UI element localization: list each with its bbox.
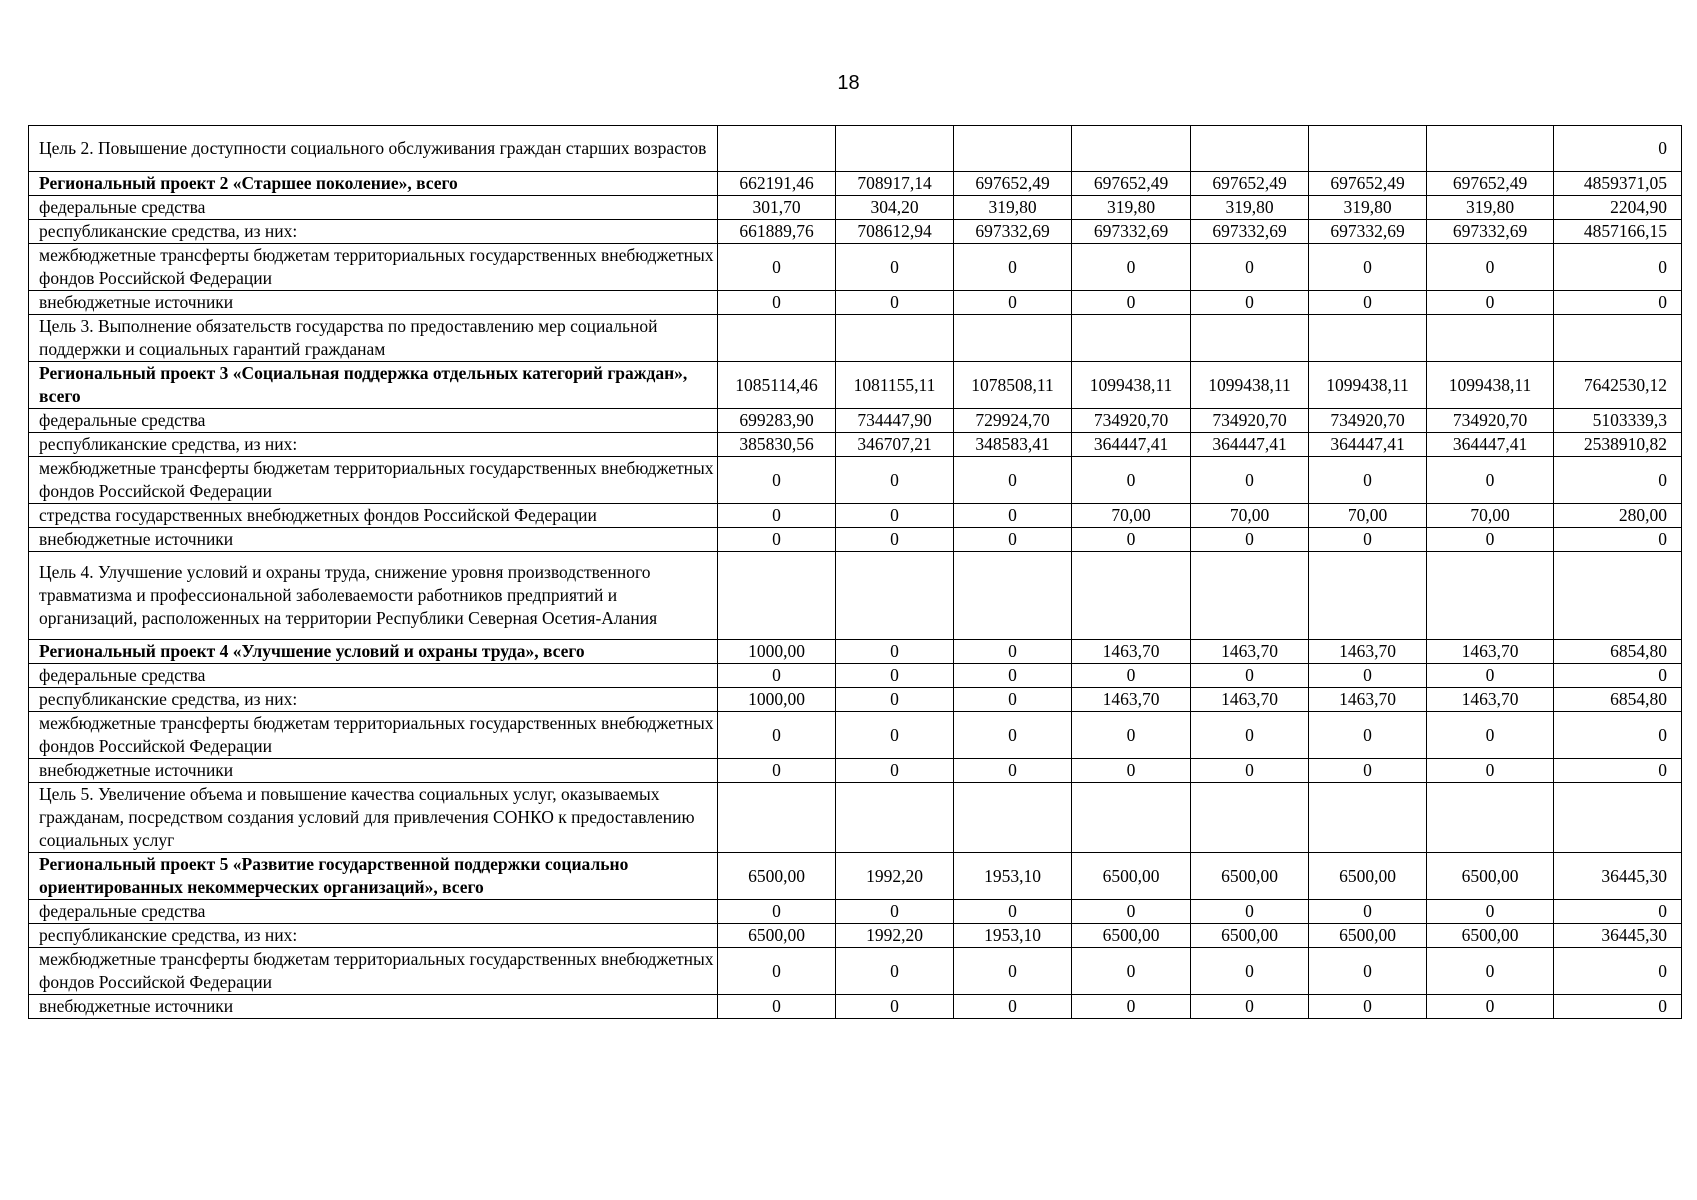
value-cell bbox=[1072, 126, 1191, 172]
table-row bbox=[29, 995, 1682, 1019]
total-cell: 6854,80 bbox=[1554, 688, 1682, 712]
value-cell bbox=[1309, 315, 1427, 362]
value-cell: 0 bbox=[836, 712, 954, 759]
value-cell: 0 bbox=[1072, 457, 1191, 504]
value-cell: 1992,20 bbox=[836, 924, 954, 948]
table-row bbox=[29, 433, 1682, 457]
value-cell: 0 bbox=[1427, 995, 1554, 1019]
value-cell: 0 bbox=[1427, 900, 1554, 924]
value-cell: 1463,70 bbox=[1191, 688, 1309, 712]
table-row bbox=[29, 196, 1682, 220]
value-cell: 0 bbox=[1309, 712, 1427, 759]
total-cell: 2538910,82 bbox=[1554, 433, 1682, 457]
project-total-row bbox=[29, 362, 1682, 409]
value-cell: 1463,70 bbox=[1309, 640, 1427, 664]
value-cell: 0 bbox=[836, 664, 954, 688]
value-cell: 0 bbox=[954, 291, 1072, 315]
value-cell: 0 bbox=[1309, 457, 1427, 504]
value-cell: 0 bbox=[1191, 948, 1309, 995]
row-label: Цель 2. Повышение доступности социального обслуживания граждан старших возрастов bbox=[29, 126, 718, 172]
value-cell: 0 bbox=[718, 948, 836, 995]
value-cell: 0 bbox=[1309, 759, 1427, 783]
value-cell: 708612,94 bbox=[836, 220, 954, 244]
goal-row bbox=[29, 552, 1682, 640]
value-cell: 734920,70 bbox=[1309, 409, 1427, 433]
value-cell: 662191,46 bbox=[718, 172, 836, 196]
value-cell: 697332,69 bbox=[1427, 220, 1554, 244]
value-cell: 0 bbox=[1191, 457, 1309, 504]
value-cell: 0 bbox=[1309, 664, 1427, 688]
total-cell: 0 bbox=[1554, 900, 1682, 924]
value-cell: 0 bbox=[836, 759, 954, 783]
value-cell: 6500,00 bbox=[718, 924, 836, 948]
value-cell: 0 bbox=[1427, 457, 1554, 504]
total-cell: 0 bbox=[1554, 457, 1682, 504]
value-cell: 729924,70 bbox=[954, 409, 1072, 433]
row-label: республиканские средства, из них: bbox=[29, 220, 718, 244]
value-cell: 0 bbox=[718, 291, 836, 315]
value-cell: 6500,00 bbox=[1309, 924, 1427, 948]
value-cell: 0 bbox=[836, 457, 954, 504]
value-cell: 0 bbox=[954, 528, 1072, 552]
value-cell: 0 bbox=[1191, 244, 1309, 291]
value-cell bbox=[1427, 126, 1554, 172]
row-label: федеральные средства bbox=[29, 409, 718, 433]
value-cell: 364447,41 bbox=[1191, 433, 1309, 457]
row-label: республиканские средства, из них: bbox=[29, 924, 718, 948]
value-cell: 0 bbox=[954, 457, 1072, 504]
value-cell bbox=[1309, 783, 1427, 853]
value-cell: 0 bbox=[718, 995, 836, 1019]
value-cell: 364447,41 bbox=[1309, 433, 1427, 457]
value-cell bbox=[1072, 783, 1191, 853]
value-cell: 697652,49 bbox=[1191, 172, 1309, 196]
value-cell: 0 bbox=[954, 712, 1072, 759]
value-cell: 0 bbox=[1427, 759, 1554, 783]
value-cell: 708917,14 bbox=[836, 172, 954, 196]
value-cell: 0 bbox=[1309, 900, 1427, 924]
row-label: Региональный проект 5 «Развитие государственной поддержки социально ориентированных некоммерческих организаций», всего bbox=[29, 853, 718, 900]
value-cell: 697332,69 bbox=[1072, 220, 1191, 244]
row-label: межбюджетные трансферты бюджетам территориальных государственных внебюджетных фондов Российской Федерации bbox=[29, 712, 718, 759]
value-cell bbox=[1191, 126, 1309, 172]
value-cell: 304,20 bbox=[836, 196, 954, 220]
value-cell bbox=[1072, 315, 1191, 362]
row-label: Цель 3. Выполнение обязательств государства по предоставлению мер социальной поддержки и социальных гарантий гражданам bbox=[29, 315, 718, 362]
table-row bbox=[29, 504, 1682, 528]
value-cell: 697652,49 bbox=[1427, 172, 1554, 196]
value-cell: 0 bbox=[1072, 528, 1191, 552]
value-cell: 0 bbox=[718, 759, 836, 783]
value-cell bbox=[718, 783, 836, 853]
value-cell bbox=[1191, 315, 1309, 362]
value-cell: 319,80 bbox=[1309, 196, 1427, 220]
value-cell: 1000,00 bbox=[718, 688, 836, 712]
value-cell: 6500,00 bbox=[718, 853, 836, 900]
row-label: стредства государственных внебюджетных фондов Российской Федерации bbox=[29, 504, 718, 528]
value-cell bbox=[1309, 126, 1427, 172]
total-cell: 2204,90 bbox=[1554, 196, 1682, 220]
value-cell: 1463,70 bbox=[1072, 688, 1191, 712]
value-cell: 1953,10 bbox=[954, 924, 1072, 948]
value-cell: 0 bbox=[1309, 948, 1427, 995]
value-cell: 1992,20 bbox=[836, 853, 954, 900]
row-label: федеральные средства bbox=[29, 900, 718, 924]
value-cell: 0 bbox=[718, 712, 836, 759]
row-label: межбюджетные трансферты бюджетам территориальных государственных внебюджетных фондов Российской Федерации bbox=[29, 948, 718, 995]
value-cell: 364447,41 bbox=[1427, 433, 1554, 457]
value-cell: 1000,00 bbox=[718, 640, 836, 664]
row-label: Цель 5. Увеличение объема и повышение качества социальных услуг, оказываемых гражданам, посредством создания условий для привлечения СОНКО к предоставлению социальных услуг bbox=[29, 783, 718, 853]
goal-row bbox=[29, 126, 1682, 172]
row-label: федеральные средства bbox=[29, 664, 718, 688]
value-cell: 70,00 bbox=[1427, 504, 1554, 528]
value-cell bbox=[1427, 315, 1554, 362]
value-cell: 0 bbox=[1191, 664, 1309, 688]
value-cell: 0 bbox=[1427, 664, 1554, 688]
value-cell: 70,00 bbox=[1309, 504, 1427, 528]
value-cell: 734447,90 bbox=[836, 409, 954, 433]
value-cell: 0 bbox=[836, 900, 954, 924]
value-cell bbox=[954, 783, 1072, 853]
value-cell: 319,80 bbox=[1072, 196, 1191, 220]
value-cell: 0 bbox=[954, 759, 1072, 783]
table-row bbox=[29, 924, 1682, 948]
total-cell: 0 bbox=[1554, 948, 1682, 995]
value-cell: 734920,70 bbox=[1191, 409, 1309, 433]
value-cell: 697332,69 bbox=[954, 220, 1072, 244]
value-cell: 0 bbox=[1191, 528, 1309, 552]
value-cell bbox=[954, 552, 1072, 640]
value-cell: 0 bbox=[1191, 712, 1309, 759]
total-cell: 280,00 bbox=[1554, 504, 1682, 528]
total-cell: 0 bbox=[1554, 712, 1682, 759]
value-cell bbox=[1191, 783, 1309, 853]
row-label: внебюджетные источники bbox=[29, 528, 718, 552]
row-label: республиканские средства, из них: bbox=[29, 433, 718, 457]
goal-row bbox=[29, 315, 1682, 362]
value-cell: 699283,90 bbox=[718, 409, 836, 433]
value-cell: 1463,70 bbox=[1072, 640, 1191, 664]
value-cell: 1099438,11 bbox=[1191, 362, 1309, 409]
table-row bbox=[29, 759, 1682, 783]
row-label: внебюджетные источники bbox=[29, 291, 718, 315]
project-total-row bbox=[29, 853, 1682, 900]
value-cell: 364447,41 bbox=[1072, 433, 1191, 457]
value-cell: 0 bbox=[1191, 900, 1309, 924]
value-cell: 0 bbox=[1072, 244, 1191, 291]
table-row bbox=[29, 409, 1682, 433]
value-cell bbox=[1072, 552, 1191, 640]
value-cell: 0 bbox=[1191, 995, 1309, 1019]
value-cell: 70,00 bbox=[1072, 504, 1191, 528]
table-row bbox=[29, 528, 1682, 552]
value-cell: 0 bbox=[1427, 244, 1554, 291]
value-cell bbox=[836, 315, 954, 362]
value-cell: 0 bbox=[954, 995, 1072, 1019]
total-cell: 0 bbox=[1554, 244, 1682, 291]
table-row bbox=[29, 712, 1682, 759]
value-cell: 0 bbox=[954, 664, 1072, 688]
total-cell: 0 bbox=[1554, 528, 1682, 552]
value-cell bbox=[836, 783, 954, 853]
value-cell: 0 bbox=[1427, 291, 1554, 315]
value-cell: 6500,00 bbox=[1191, 924, 1309, 948]
value-cell: 0 bbox=[836, 995, 954, 1019]
value-cell bbox=[718, 315, 836, 362]
value-cell: 385830,56 bbox=[718, 433, 836, 457]
value-cell: 1953,10 bbox=[954, 853, 1072, 900]
value-cell: 0 bbox=[1427, 948, 1554, 995]
project-total-row bbox=[29, 172, 1682, 196]
value-cell: 0 bbox=[1427, 528, 1554, 552]
value-cell: 0 bbox=[718, 504, 836, 528]
value-cell: 6500,00 bbox=[1072, 853, 1191, 900]
value-cell bbox=[718, 552, 836, 640]
value-cell: 0 bbox=[836, 244, 954, 291]
value-cell: 6500,00 bbox=[1427, 924, 1554, 948]
value-cell: 301,70 bbox=[718, 196, 836, 220]
value-cell: 1099438,11 bbox=[1072, 362, 1191, 409]
value-cell: 734920,70 bbox=[1427, 409, 1554, 433]
value-cell: 0 bbox=[1309, 244, 1427, 291]
value-cell: 1081155,11 bbox=[836, 362, 954, 409]
value-cell: 6500,00 bbox=[1072, 924, 1191, 948]
table-row bbox=[29, 900, 1682, 924]
value-cell: 348583,41 bbox=[954, 433, 1072, 457]
total-cell: 0 bbox=[1554, 995, 1682, 1019]
total-cell: 6854,80 bbox=[1554, 640, 1682, 664]
value-cell: 346707,21 bbox=[836, 433, 954, 457]
value-cell: 319,80 bbox=[1191, 196, 1309, 220]
value-cell: 0 bbox=[1191, 291, 1309, 315]
project-total-row bbox=[29, 640, 1682, 664]
row-label: межбюджетные трансферты бюджетам территориальных государственных внебюджетных фондов Российской Федерации bbox=[29, 244, 718, 291]
value-cell: 1463,70 bbox=[1309, 688, 1427, 712]
value-cell bbox=[1427, 783, 1554, 853]
total-cell: 4857166,15 bbox=[1554, 220, 1682, 244]
value-cell bbox=[1427, 552, 1554, 640]
value-cell: 0 bbox=[836, 291, 954, 315]
budget-table bbox=[28, 125, 1682, 1019]
total-cell bbox=[1554, 315, 1682, 362]
row-label: республиканские средства, из них: bbox=[29, 688, 718, 712]
value-cell bbox=[718, 126, 836, 172]
row-label: внебюджетные источники bbox=[29, 995, 718, 1019]
total-cell bbox=[1554, 552, 1682, 640]
row-label: Цель 4. Улучшение условий и охраны труда, снижение уровня производственного травматизма и профессиональной заболеваемости работников предприятий и организаций, расположенных на территории Республики Северная Осетия-Алания bbox=[29, 552, 718, 640]
value-cell: 0 bbox=[1072, 900, 1191, 924]
value-cell: 0 bbox=[1072, 664, 1191, 688]
value-cell: 1463,70 bbox=[1427, 640, 1554, 664]
value-cell bbox=[954, 315, 1072, 362]
value-cell: 0 bbox=[836, 688, 954, 712]
total-cell bbox=[1554, 783, 1682, 853]
value-cell: 0 bbox=[1072, 759, 1191, 783]
value-cell: 0 bbox=[718, 244, 836, 291]
row-label: Региональный проект 3 «Социальная поддержка отдельных категорий граждан», всего bbox=[29, 362, 718, 409]
value-cell: 0 bbox=[1072, 712, 1191, 759]
total-cell: 4859371,05 bbox=[1554, 172, 1682, 196]
value-cell: 0 bbox=[1309, 528, 1427, 552]
value-cell: 697652,49 bbox=[954, 172, 1072, 196]
value-cell: 6500,00 bbox=[1427, 853, 1554, 900]
value-cell: 697332,69 bbox=[1191, 220, 1309, 244]
value-cell: 0 bbox=[954, 244, 1072, 291]
table-row bbox=[29, 244, 1682, 291]
value-cell: 0 bbox=[836, 640, 954, 664]
value-cell: 697652,49 bbox=[1072, 172, 1191, 196]
value-cell: 1099438,11 bbox=[1427, 362, 1554, 409]
row-label: Региональный проект 4 «Улучшение условий и охраны труда», всего bbox=[29, 640, 718, 664]
value-cell: 0 bbox=[718, 457, 836, 504]
goal-row bbox=[29, 783, 1682, 853]
value-cell: 0 bbox=[1072, 948, 1191, 995]
table-row bbox=[29, 220, 1682, 244]
value-cell: 0 bbox=[836, 948, 954, 995]
table-row bbox=[29, 688, 1682, 712]
row-label: внебюджетные источники bbox=[29, 759, 718, 783]
value-cell: 0 bbox=[836, 528, 954, 552]
value-cell: 0 bbox=[954, 640, 1072, 664]
value-cell: 0 bbox=[718, 528, 836, 552]
value-cell: 0 bbox=[954, 504, 1072, 528]
value-cell: 0 bbox=[718, 900, 836, 924]
table-row bbox=[29, 457, 1682, 504]
value-cell bbox=[1191, 552, 1309, 640]
total-cell: 0 bbox=[1554, 126, 1682, 172]
value-cell: 734920,70 bbox=[1072, 409, 1191, 433]
value-cell bbox=[954, 126, 1072, 172]
total-cell: 36445,30 bbox=[1554, 853, 1682, 900]
value-cell: 0 bbox=[1191, 759, 1309, 783]
value-cell: 319,80 bbox=[1427, 196, 1554, 220]
value-cell: 0 bbox=[1072, 291, 1191, 315]
total-cell: 36445,30 bbox=[1554, 924, 1682, 948]
value-cell bbox=[836, 552, 954, 640]
value-cell bbox=[1309, 552, 1427, 640]
table-row bbox=[29, 291, 1682, 315]
total-cell: 0 bbox=[1554, 664, 1682, 688]
value-cell: 0 bbox=[1072, 995, 1191, 1019]
page-number: 18 bbox=[837, 72, 860, 94]
value-cell: 0 bbox=[718, 664, 836, 688]
total-cell: 7642530,12 bbox=[1554, 362, 1682, 409]
value-cell: 1078508,11 bbox=[954, 362, 1072, 409]
row-label: Региональный проект 2 «Старшее поколение», всего bbox=[29, 172, 718, 196]
value-cell: 661889,76 bbox=[718, 220, 836, 244]
value-cell: 1099438,11 bbox=[1309, 362, 1427, 409]
value-cell: 697652,49 bbox=[1309, 172, 1427, 196]
value-cell: 0 bbox=[954, 688, 1072, 712]
value-cell: 0 bbox=[836, 504, 954, 528]
row-label: межбюджетные трансферты бюджетам территориальных государственных внебюджетных фондов Российской Федерации bbox=[29, 457, 718, 504]
value-cell bbox=[836, 126, 954, 172]
value-cell: 1085114,46 bbox=[718, 362, 836, 409]
value-cell: 0 bbox=[1427, 712, 1554, 759]
value-cell: 0 bbox=[954, 900, 1072, 924]
value-cell: 6500,00 bbox=[1309, 853, 1427, 900]
total-cell: 0 bbox=[1554, 759, 1682, 783]
total-cell: 0 bbox=[1554, 291, 1682, 315]
value-cell: 697332,69 bbox=[1309, 220, 1427, 244]
value-cell: 0 bbox=[1309, 291, 1427, 315]
value-cell: 6500,00 bbox=[1191, 853, 1309, 900]
value-cell: 0 bbox=[1309, 995, 1427, 1019]
value-cell: 1463,70 bbox=[1191, 640, 1309, 664]
value-cell: 0 bbox=[954, 948, 1072, 995]
table-row bbox=[29, 664, 1682, 688]
value-cell: 70,00 bbox=[1191, 504, 1309, 528]
value-cell: 1463,70 bbox=[1427, 688, 1554, 712]
value-cell: 319,80 bbox=[954, 196, 1072, 220]
total-cell: 5103339,3 bbox=[1554, 409, 1682, 433]
table-row bbox=[29, 948, 1682, 995]
row-label: федеральные средства bbox=[29, 196, 718, 220]
